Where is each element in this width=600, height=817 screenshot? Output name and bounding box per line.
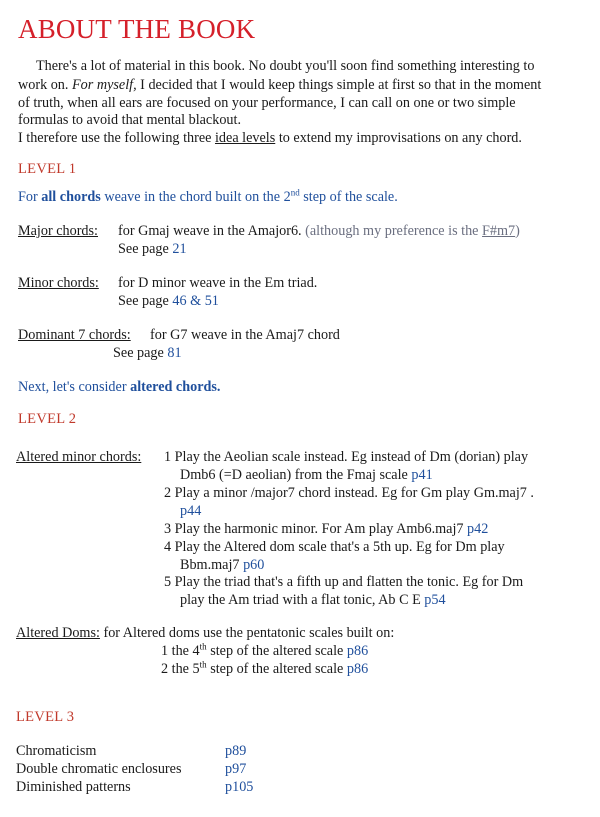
list-item <box>161 642 368 661</box>
level3-item-label: Chromaticism <box>16 743 97 759</box>
item-sup: th <box>199 659 207 670</box>
next-text: Next, let's consider <box>18 379 127 395</box>
rule-bold: all chords <box>41 189 101 205</box>
item-text: step of the altered scale <box>210 661 344 677</box>
page-ref[interactable]: p54 <box>424 592 446 608</box>
list-item <box>164 573 523 592</box>
page-ref[interactable]: 81 <box>167 345 182 361</box>
intro-text: work on. <box>18 77 69 93</box>
page-ref[interactable]: p41 <box>411 467 433 483</box>
item-sup: th <box>199 641 207 652</box>
item-text: Play the triad that's a fifth up and flatten the tonic. Eg for Dm <box>174 574 524 590</box>
item-text: Play the Altered dom scale that's a 5th up. Eg for Dm play <box>174 539 505 555</box>
level3-item-label: Double chromatic enclosures <box>16 761 182 777</box>
item-num: 1 <box>161 643 169 659</box>
item-text: Bbm.maj7 <box>180 557 240 573</box>
item-num: 3 <box>164 521 172 537</box>
altered-doms-text: for Altered doms use the pentatonic scales built on: <box>103 625 395 641</box>
see-page-text: See page <box>118 241 169 257</box>
list-item-cont <box>180 466 433 485</box>
intro-italic: For myself, <box>72 77 137 93</box>
item-text: Play the harmonic minor. For Am play Amb6.maj7 <box>174 521 464 537</box>
dom7-see-page <box>113 344 182 363</box>
f-sharp-m7-link[interactable]: F#m7 <box>482 223 516 239</box>
minor-see-page <box>118 292 219 311</box>
item-text: play the Am triad with a flat tonic, Ab C E <box>180 592 421 608</box>
item-text: Play the Aeolian scale instead. Eg instead of Dm (dorian) play <box>174 449 529 465</box>
rule-sup: nd <box>290 187 300 198</box>
major-note: (although my preference is the <box>305 223 479 239</box>
major-chords-text <box>118 222 520 241</box>
page-ref[interactable]: p42 <box>467 521 489 537</box>
intro-text: I therefore use the following three <box>18 130 212 146</box>
see-page-text: See page <box>113 345 164 361</box>
major-see-page <box>118 240 187 259</box>
intro-text: to extend my improvisations on any chord. <box>278 130 522 146</box>
page-ref[interactable]: p86 <box>346 661 369 677</box>
rule-text: weave in the chord built on the 2 <box>104 189 291 205</box>
next-bold: altered chords. <box>130 379 221 395</box>
list-item <box>164 448 528 467</box>
item-text: Play a minor /major7 chord instead. Eg for Gm play Gm.maj7 . <box>174 485 534 501</box>
idea-levels-link[interactable]: idea levels <box>214 130 276 146</box>
page-ref[interactable]: 21 <box>172 241 187 257</box>
item-num: 2 <box>161 661 169 677</box>
item-text: the 4 <box>171 643 200 659</box>
list-item <box>164 538 505 557</box>
item-num: 4 <box>164 539 172 555</box>
level3-item-label: Diminished patterns <box>16 779 131 795</box>
level-1-rule <box>18 188 398 207</box>
page-ref[interactable]: p105 <box>225 779 254 795</box>
intro-line-3: of truth, when all ears are focused on your performance, I can call on one or two simple <box>18 95 516 111</box>
minor-chords-text: for D minor weave in the Em triad. <box>118 275 318 291</box>
intro-line-2 <box>18 76 541 95</box>
item-text: Dmb6 (=D aeolian) from the Fmaj scale <box>180 467 408 483</box>
page-ref[interactable]: p60 <box>243 557 265 573</box>
rule-text: For <box>18 189 38 205</box>
next-altered <box>18 378 220 397</box>
page-ref[interactable]: p97 <box>225 761 247 777</box>
major-text: for Gmaj weave in the Amajor6. <box>118 223 302 239</box>
major-note-end: ) <box>515 223 520 239</box>
altered-minor-label: Altered minor chords: <box>16 449 142 465</box>
item-num: 5 <box>164 574 172 590</box>
item-num: 2 <box>164 485 172 501</box>
page-ref[interactable]: p44 <box>180 503 202 519</box>
rule-text: step of the scale. <box>303 189 398 205</box>
minor-chords-label: Minor chords: <box>18 275 99 291</box>
level-2-heading: LEVEL 2 <box>18 411 77 427</box>
dominant-7-text: for G7 weave in the Amaj7 chord <box>150 327 340 343</box>
intro-line-4: formulas to avoid that mental blackout. <box>18 112 242 128</box>
intro-line-1: There's a lot of material in this book. No doubt you'll soon find something interesting to <box>36 58 535 74</box>
item-num: 1 <box>164 449 172 465</box>
see-page-text: See page <box>118 293 169 309</box>
intro-line-5 <box>18 129 522 148</box>
list-item <box>164 520 488 539</box>
altered-doms-row <box>16 624 394 643</box>
page-ref[interactable]: p86 <box>346 643 369 659</box>
list-item <box>161 660 368 679</box>
dominant-7-label: Dominant 7 chords: <box>18 327 131 343</box>
item-text: step of the altered scale <box>210 643 344 659</box>
intro-text: I decided that I would keep things simple at first so that in the moment <box>140 77 542 93</box>
level-1-heading: LEVEL 1 <box>18 161 77 177</box>
major-chords-label: Major chords: <box>18 223 98 239</box>
page-ref[interactable]: 46 & 51 <box>172 293 219 309</box>
altered-doms-label: Altered Doms: <box>16 625 100 641</box>
list-item-cont <box>180 591 446 610</box>
level-3-heading: LEVEL 3 <box>16 709 75 725</box>
list-item <box>164 484 534 503</box>
item-text: the 5 <box>171 661 200 677</box>
page-ref[interactable]: p89 <box>225 743 247 759</box>
page-title: ABOUT THE BOOK <box>18 14 256 44</box>
